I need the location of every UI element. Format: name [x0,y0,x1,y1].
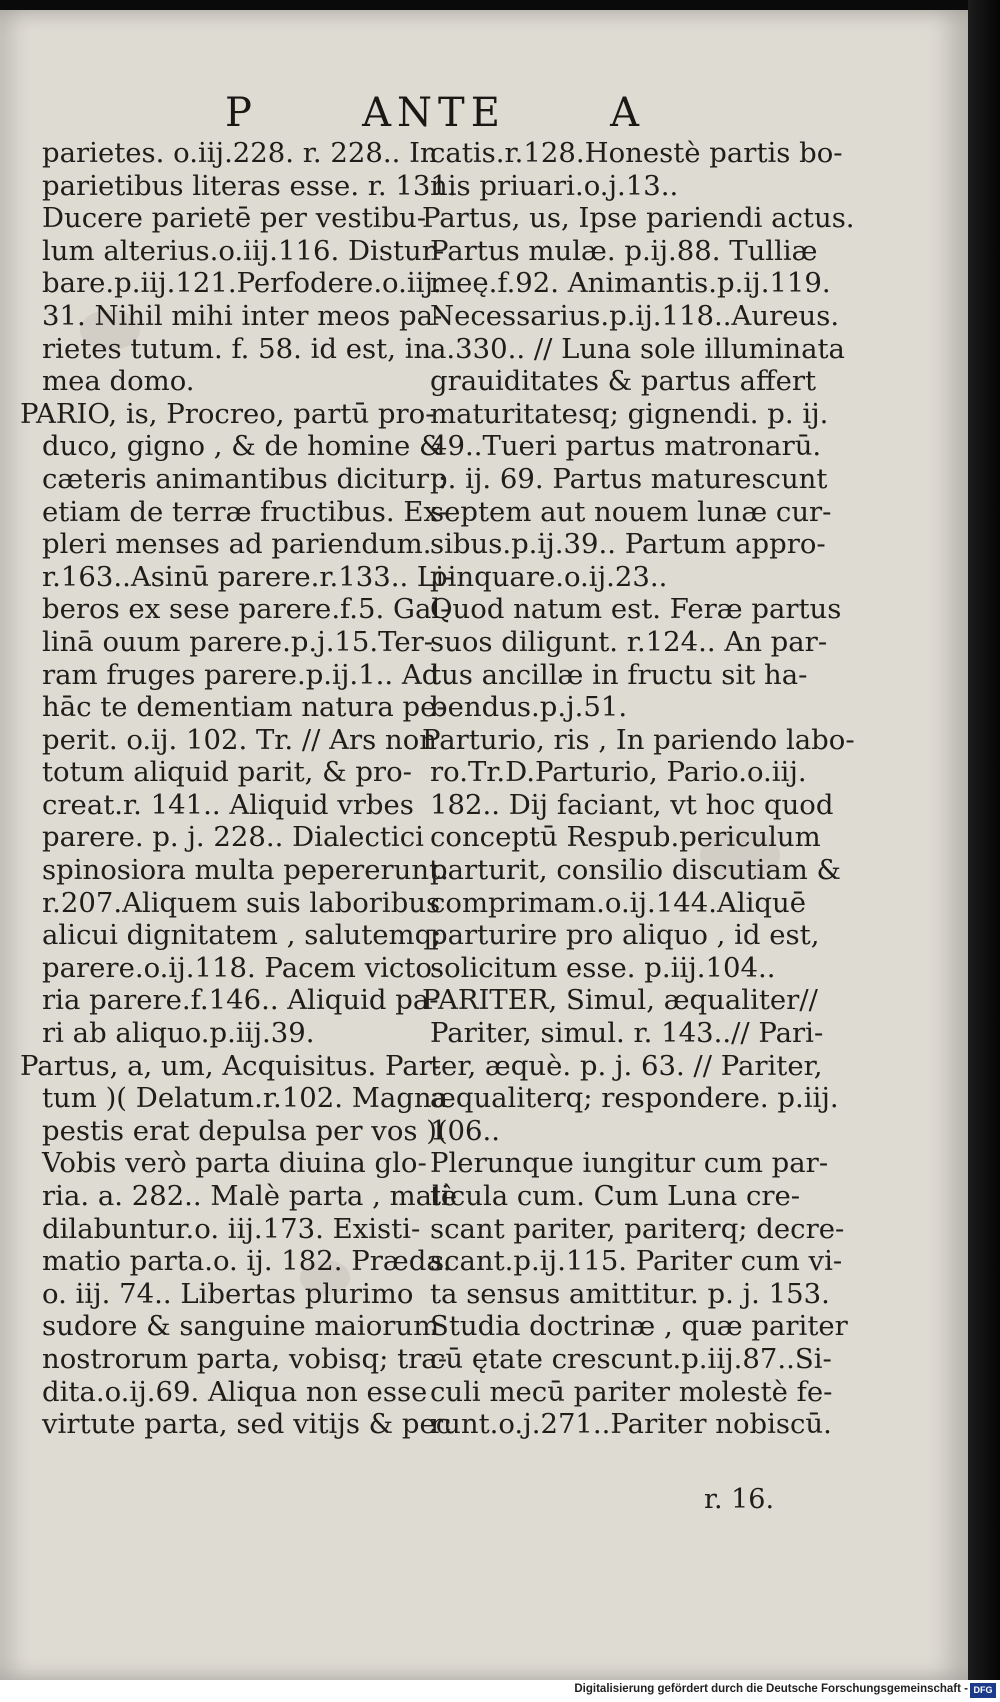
text-line: cæteris animantibus dicitur : [42,462,447,495]
text-line: comprimam.o.ij.144.Aliquē [430,886,807,919]
text-line: PARITER, Simul, æqualiter// [422,984,818,1017]
text-line: tus ancillæ in fructu sit ha- [430,658,808,691]
text-line: beros ex sese parere.f.5. Gal- [42,593,450,626]
dictionary-entry [430,137,843,202]
text-line: sudore & sanguine maiorum [42,1310,440,1343]
text-line: o. iij. 74.. Libertas plurimo [42,1277,414,1310]
right-column [422,137,855,1441]
text-line: duco, gigno , & de homine & [42,430,444,463]
text-line: ro.Tr.D.Parturio, Pario.o.iij. [430,756,807,789]
text-line: parturire pro aliquo , id est, [430,919,820,952]
text-line: etiam de terræ fructibus. Ex- [42,495,448,528]
text-line: linā ouum parere.p.j.15.Ter- [42,625,434,658]
text-line: dita.o.ij.69. Aliqua non esse [42,1375,428,1408]
text-line: spinosiora multa pepererunt. [42,854,449,887]
text-line: ter, æquè. p. j. 63. // Pariter, [430,1049,823,1082]
text-line: parere. p. j. 228.. Dialectici [42,821,424,854]
text-line: pestis erat depulsa per vos )( [42,1114,448,1147]
text-line: bare.p.iij.121.Perfodere.o.iij. [42,267,442,300]
text-line: Partus, a, um, Acquisitus. Par- [20,1049,442,1082]
text-line: meę.f.92. Animantis.p.ij.119. [430,267,831,300]
text-line: ria. a. 282.. Malè parta , malè [42,1180,458,1212]
left-column [20,137,458,1441]
text-line: lum alterius.o.iij.116. Distur- [42,234,445,267]
text-line: hāc te dementiam natura pe- [42,691,446,724]
text-line: parietes. o.iij.228. r. 228.. In [42,137,438,169]
running-head-left: P [225,90,258,136]
running-head [225,90,645,136]
text-line: Parturio, ris , In pariendo labo- [422,723,855,756]
text-line: Partus, us, Ipse pariendi actus. [422,202,855,235]
text-line: parere.o.ij.118. Pacem victo- [42,951,442,984]
text-line: bendus.p.j.51. [430,691,628,724]
text-line: r.163..Asinū parere.r.133.. Li- [42,560,454,593]
text-line: alicui dignitatem , salutemq; [42,919,442,952]
dictionary-entry [430,593,840,723]
text-line: ticula cum. Cum Luna cre- [430,1180,801,1212]
text-line: cū ętate crescunt.p.iij.87..Si- [430,1342,832,1375]
dictionary-entry [20,397,454,1050]
dictionary-entry [422,202,855,593]
dictionary-entry [20,1049,458,1441]
text-line: pinquare.o.ij.23.. [430,560,668,593]
text-line: nis priuari.o.j.13.. [430,169,679,202]
text-line: a.330.. // Luna sole illuminata [430,332,845,365]
dictionary-entry [422,723,855,985]
text-line: rietes tutum. f. 58. id est, in [42,332,432,365]
dictionary-entry [422,984,840,1147]
text-line: matio parta.o. ij. 182. Præda. [42,1245,452,1278]
text-line: Partus mulæ. p.ij.88. Tulliæ [430,234,818,267]
text-line: runt.o.j.271..Pariter nobiscū. [430,1408,832,1441]
text-line: catis.r.128.Honestè partis bo- [430,137,843,169]
text-line: sibus.p.ij.39.. Partum appro- [430,528,826,561]
text-line: tum )( Delatum.r.102. Magna [42,1082,448,1115]
text-line: dilabuntur.o. iij.173. Existi- [42,1212,421,1245]
text-line: totum aliquid parit, & pro- [42,756,412,789]
running-head-right: A [610,90,645,136]
text-line: ria parere.f.146.. Aliquid pa- [42,984,439,1017]
text-line: perit. o.ij. 102. Tr. // Ars non [42,723,438,756]
text-line: 106.. [430,1114,500,1147]
text-line: creat.r. 141.. Aliquid vrbes [42,788,414,821]
text-line: culi mecū pariter molestè fe- [430,1375,833,1408]
text-line: æqualiterq; respondere. p.iij. [430,1082,839,1115]
text-line: p. ij. 69. Partus maturescunt [430,462,828,495]
text-line: ram fruges parere.p.ij.1.. Ad [42,658,440,691]
digitization-footer [0,1680,1000,1702]
text-line: 182.. Dij faciant, vt hoc quod [430,788,834,821]
dictionary-entry [430,1147,848,1441]
text-line: mea domo. [42,365,195,398]
page-edge [968,0,1000,1702]
text-line: parturit, consilio discutiam & [430,854,842,887]
text-line: Necessarius.p.ij.118..Aureus. [430,299,840,332]
dictionary-entry [42,137,457,398]
text-line: nostrorum parta, vobisq; tra- [42,1342,447,1375]
text-line: Vobis verò parta diuina glo- [42,1147,427,1180]
text-line: ri ab aliquo.p.iij.39. [42,1017,315,1050]
text-line: maturitatesq; gignendi. p. ij. [430,397,829,430]
text-line: parietibus literas esse. r. 131. [42,169,457,202]
text-line: scant pariter, pariterq; decre- [430,1212,845,1245]
text-line: PARIO, is, Procreo, partū pro- [20,397,435,430]
text-line: pleri menses ad pariendum. [42,528,432,561]
text-line: virtute parta, sed vitijs & pec [42,1408,452,1441]
footer-credit: Digitalisierung gefördert durch die Deutsche Forschungsgemeinschaft - [574,1683,968,1695]
text-line: scant.p.ij.115. Pariter cum vi- [430,1245,843,1278]
text-line: conceptū Respub.periculum [430,821,821,854]
text-line: r.207.Aliquem suis laboribus [42,886,441,919]
dfg-logo: DFG [970,1683,996,1698]
text-line: 49..Tueri partus matronarū. [430,430,822,463]
text-line: ta sensus amittitur. p. j. 153. [430,1277,830,1310]
text-line: Pariter, simul. r. 143..// Pari- [430,1017,824,1050]
text-line: Quod natum est. Feræ partus [430,593,842,626]
text-line: Plerunque iungitur cum par- [430,1147,829,1180]
text-line: grauiditates & partus affert [430,365,817,398]
text-line: 31. Nihil mihi inter meos pa- [42,299,443,332]
running-head-center: ANTE [362,90,506,136]
text-line: suos diligunt. r.124.. An par- [430,625,828,658]
text-line: Ducere parietē per vestibu- [42,202,427,235]
page-number: r. 16. [704,1484,775,1515]
text-line: septem aut nouem lunæ cur- [430,495,832,528]
text-line: Studia doctrinæ , quæ pariter [430,1310,848,1343]
text-line: solicitum esse. p.iij.104.. [430,951,776,984]
